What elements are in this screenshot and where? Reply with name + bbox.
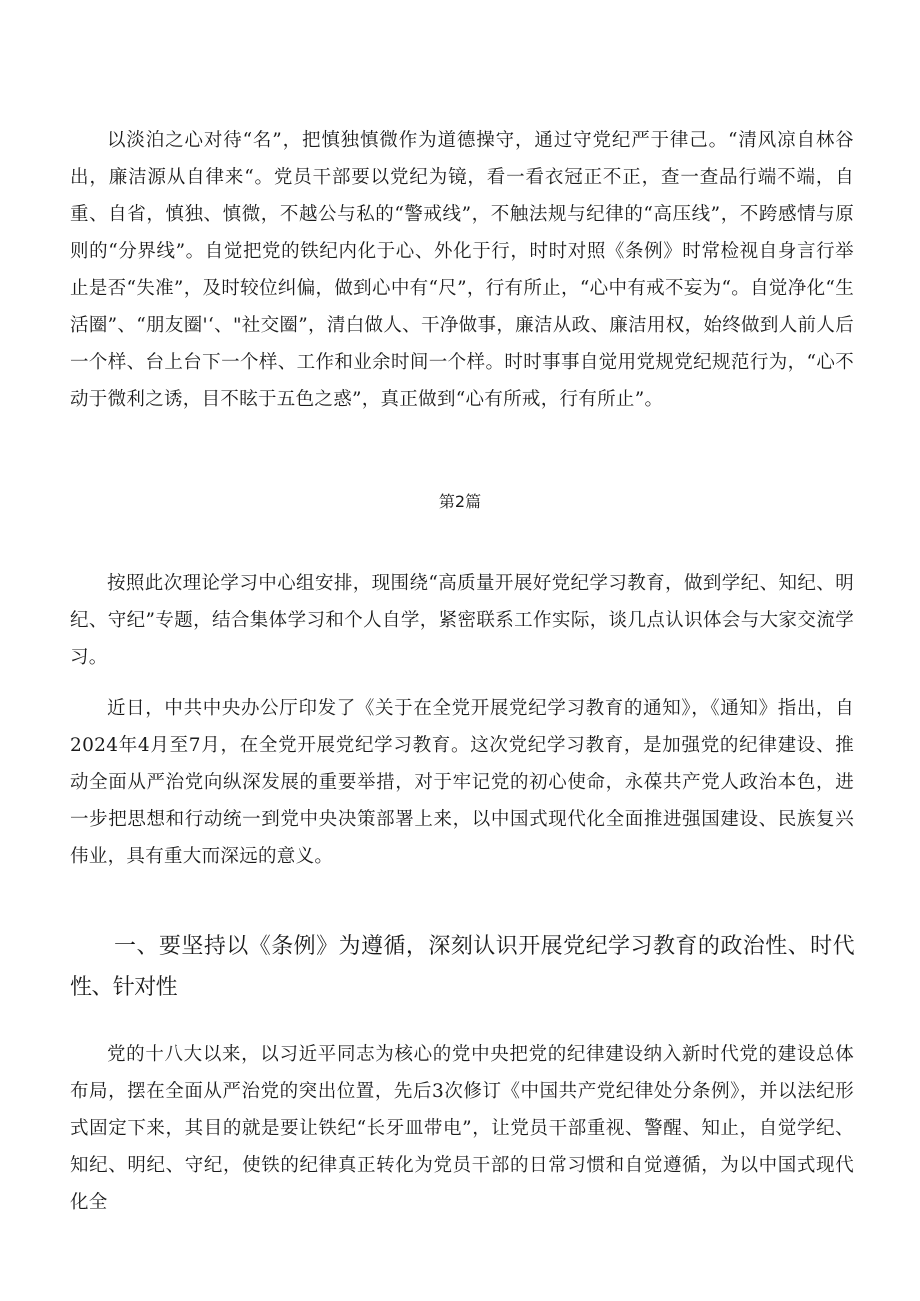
body-paragraph: 按照此次理论学习中心组安排，现围绕“高质量开展好党纪学习教育，做到学纪、知纪、明纪、守纪”专题，结合集体学习和个人自学，紧密联系工作实际，谈几点认识体会与大家交流学习。 <box>70 573 854 668</box>
body-paragraph: 以淡泊之心对待“名”，把慎独慎微作为道德操守，通过守党纪严于律己。“清风凉自林谷出，廉洁源从自律来“。党员干部要以党纪为镜，看一看衣冠正不正，查一查品行端不端，自重、自省，慎独、慎微，不越公与私的“警戒线”，不触法规与纪律的“高压线”，不跨感情与原则的“分界线”。自觉把党的铁纪内化于心、外化于行，时时对照《条例》时常检视自身言行举止是否“失准”，及时较位纠偏，做到心中有“尺”，行有所止，“心中有戒不妄为“。自觉净化“生活圈”、“朋友圈'‘、"社交圈”，清白做人、干净做事，廉洁从政、廉洁用权，始终做到人前人后一个样、台上台下一个样、工作和业余时间一个样。时时事事自觉用党规党纪规范行为，“心不动于微利之诱，目不眩于五色之惑”，真正做到“心有所戒，行有所止”。 <box>70 130 854 410</box>
section-heading: 一、要坚持以《条例》为遵循，深刻认识开展党纪学习教育的政治性、时代性、针对性 <box>70 934 854 1000</box>
body-paragraph: 党的十八大以来，以习近平同志为核心的党中央把党的纪律建设纳入新时代党的建设总体布局，摆在全面从严治党的突出位置，先后3次修订《中国共产党纪律处分条例》，并以法纪形式固定下来，其目的就是要让铁纪“长牙皿带电”，让党员干部重视、警醒、知止，自觉学纪、知纪、明纪、守纪，使铁的纪律真正转化为党员干部的日常习惯和自觉遵循，为以中国式现代化全 <box>70 1044 854 1213</box>
section-label: 第2篇 <box>438 492 482 511</box>
body-paragraph: 近日，中共中央办公厅印发了《关于在全党开展党纪学习教育的通知》，《通知》指出，自2024年4月至7月，在全党开展党纪学习教育。这次党纪学习教育，是加强党的纪律建设、推动全面从严治党向纵深发展的重要举措，对于牢记党的初心使命，永葆共产党人政治本色，进一步把思想和行动统一到党中央决策部署上来，以中国式现代化全面推进强国建设、民族复兴伟业，具有重大而深远的意义。 <box>70 698 854 867</box>
